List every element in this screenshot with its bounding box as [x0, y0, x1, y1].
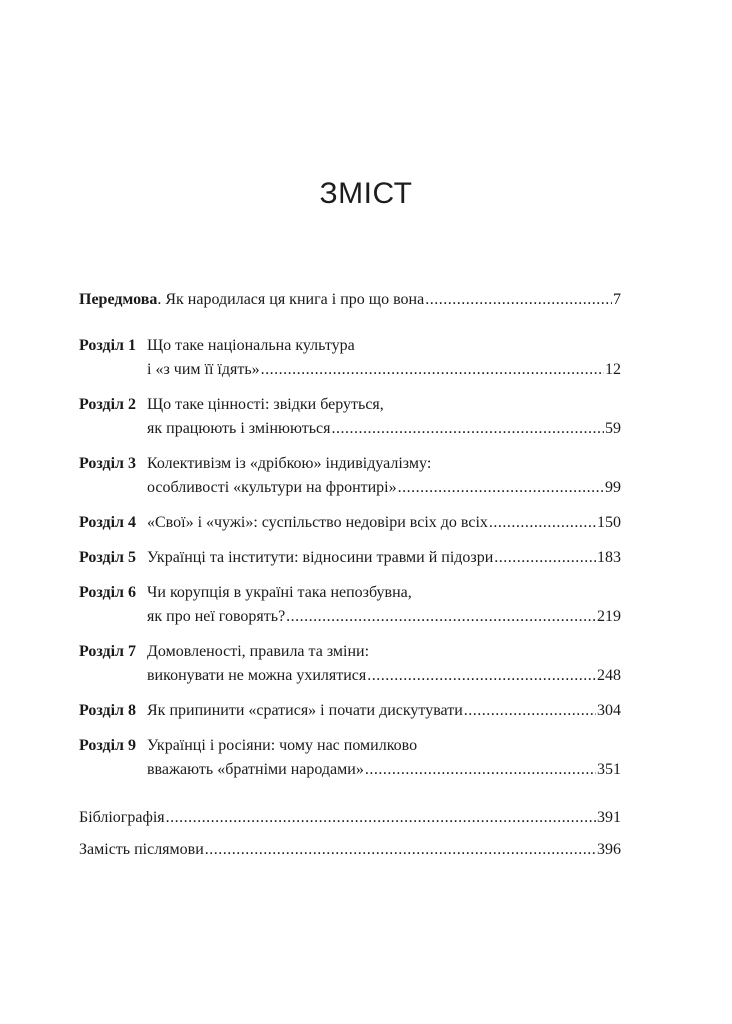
chapter-title-line: особливості «культури на фронтирі» [147, 479, 397, 496]
chapter-label: Розділ 3 [79, 455, 137, 472]
page-number: 351 [597, 761, 621, 778]
toc-entry-chapter-2[interactable] [79, 393, 621, 441]
chapter-title-line: як працюють і змінюються [147, 420, 331, 437]
dot-leader [464, 699, 596, 723]
chapter-title-line: як про неї говорять? [147, 608, 286, 625]
chapter-label: Розділ 9 [79, 737, 137, 754]
dot-leader [331, 417, 604, 441]
end-matter-title: Бібліографія [79, 809, 165, 826]
dot-leader [205, 838, 596, 862]
dot-leader [166, 806, 596, 830]
page-title: ЗМІСТ [319, 177, 413, 210]
chapter-label: Розділ 5 [79, 549, 137, 566]
toc-entry-chapter-6[interactable] [79, 581, 621, 629]
preface-title: . Як народилася ця книга і про що вона [157, 291, 425, 308]
toc-entry-chapter-1[interactable] [79, 334, 621, 382]
page-number: 304 [597, 702, 621, 719]
page-number: 391 [597, 809, 621, 826]
chapter-title-line: Чи корупція в україні така непозбувна, [147, 584, 412, 601]
chapter-title-line: Українці та інститути: відносини травми й підозри [147, 549, 494, 566]
toc-entry-chapter-3[interactable] [79, 452, 621, 500]
dot-leader [489, 511, 596, 535]
page-number: 396 [597, 841, 621, 858]
dot-leader [494, 546, 596, 570]
page-number: 248 [597, 667, 621, 684]
toc-entry-chapter-4[interactable] [79, 511, 621, 535]
dot-leader [261, 358, 604, 382]
page-number: 7 [613, 291, 621, 308]
chapter-title-line: Домовленості, правила та зміни: [147, 643, 370, 660]
toc-entry-chapter-7[interactable] [79, 640, 621, 688]
chapter-title-line: Українці і росіяни: чому нас помилково [147, 737, 418, 754]
chapter-label: Розділ 2 [79, 396, 137, 413]
page-number: 59 [605, 420, 621, 437]
toc-entry-chapter-9[interactable] [79, 734, 621, 782]
dot-leader [286, 605, 596, 629]
chapter-title-line: Як припинити «сратися» і почати дискутувати [147, 702, 463, 719]
end-matter-title: Замість післямови [79, 841, 204, 858]
chapter-label: Розділ 8 [79, 702, 137, 719]
chapter-title-line: Колективізм із «дрібкою» індивідуалізму: [147, 455, 432, 472]
chapter-label: Розділ 6 [79, 584, 137, 601]
toc-entry-afterword[interactable] [79, 838, 621, 862]
page-number: 12 [605, 361, 621, 378]
preface-label: Передмова [79, 291, 158, 308]
page-number: 183 [597, 549, 621, 566]
toc-entry-chapter-5[interactable] [79, 546, 621, 570]
dot-leader [365, 758, 596, 782]
chapter-title-line: вважають «братніми народами» [147, 761, 364, 778]
chapter-label: Розділ 1 [79, 337, 137, 354]
chapter-title-line: виконувати не можна ухилятися [147, 667, 367, 684]
chapter-title-line: і «з чим її їдять» [147, 361, 260, 378]
dot-leader [398, 476, 604, 500]
page-number: 99 [605, 479, 621, 496]
dot-leader [367, 664, 596, 688]
chapter-title-line: Що таке національна культура [147, 337, 355, 354]
toc-entry-bibliography[interactable] [79, 806, 621, 830]
page-number: 219 [597, 608, 621, 625]
chapter-title-line: Що таке цінності: звідки беруться, [147, 396, 384, 413]
toc-entry-preface[interactable] [79, 288, 621, 312]
chapter-label: Розділ 7 [79, 643, 137, 660]
chapter-title-line: «Свої» і «чужі»: суспільство недовіри всіх до всіх [147, 514, 488, 531]
toc-entry-chapter-8[interactable] [79, 699, 621, 723]
table-of-contents [79, 288, 621, 862]
dot-leader [425, 288, 612, 312]
chapter-label: Розділ 4 [79, 514, 137, 531]
page-number: 150 [597, 514, 621, 531]
